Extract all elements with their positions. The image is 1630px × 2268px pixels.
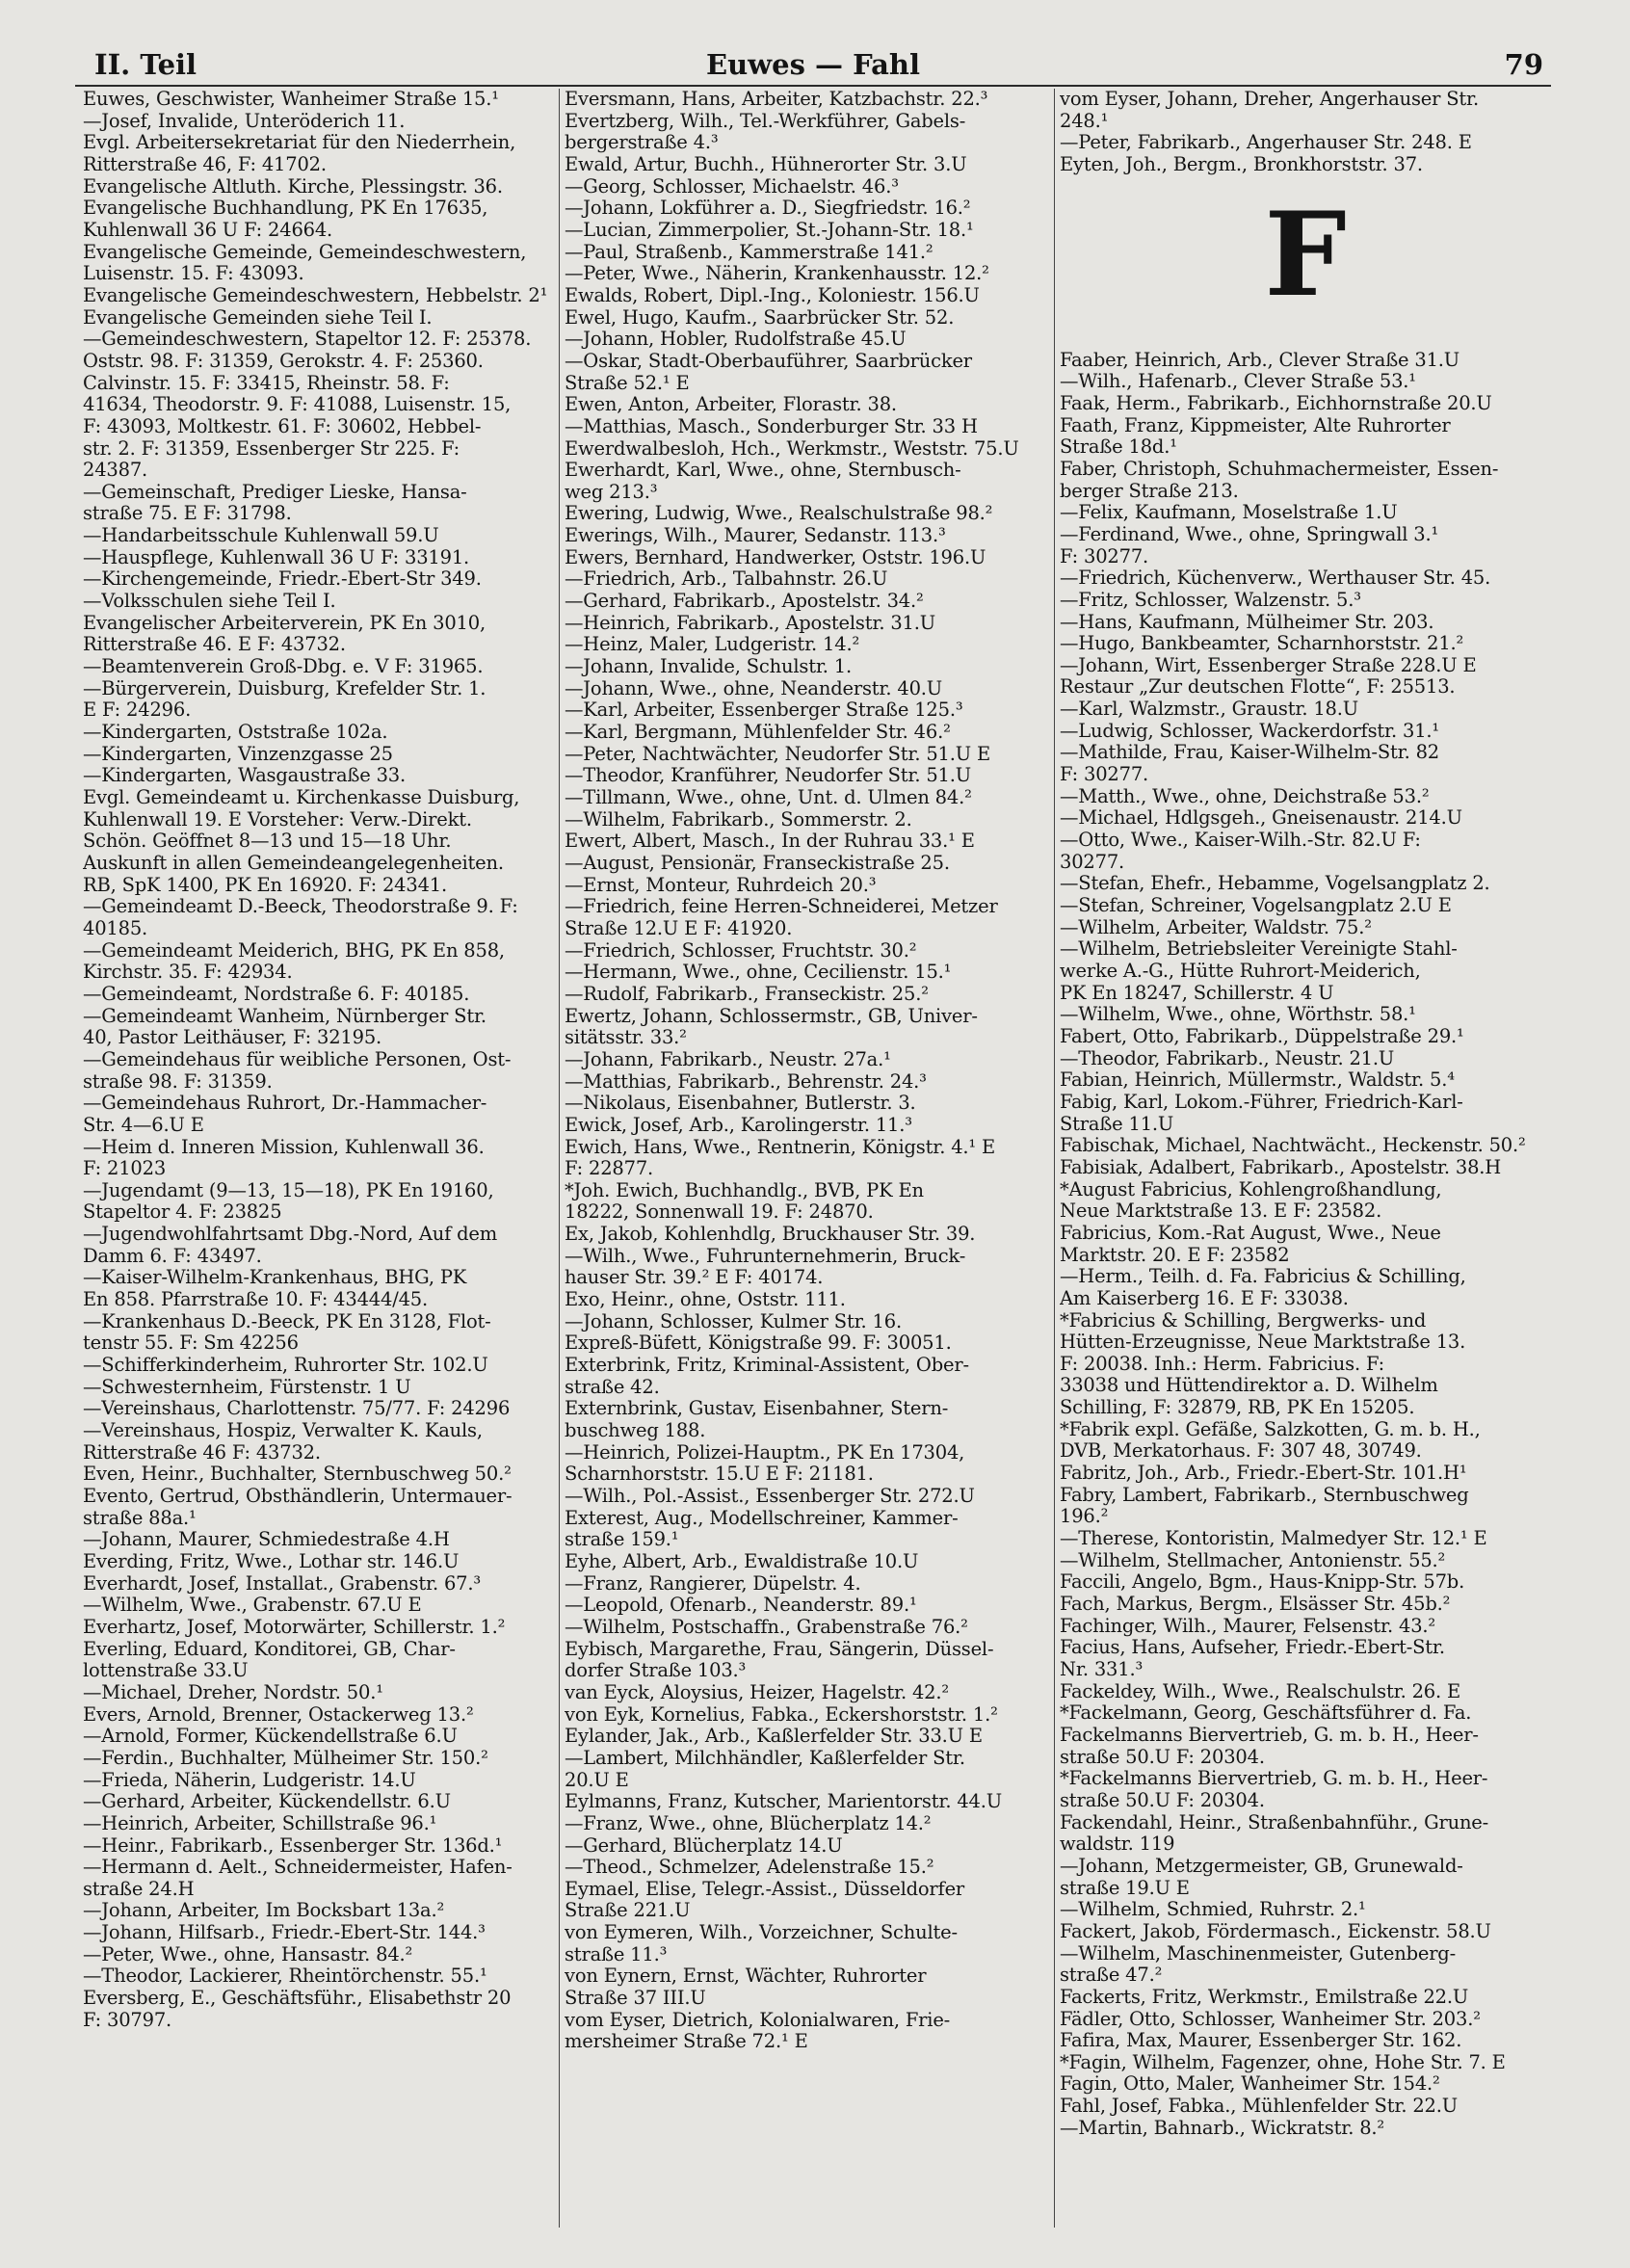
directory-entry-line: Ewertz, Johann, Schlossermstr., GB, Univer- — [565, 1005, 978, 1027]
directory-entry-line: —Arnold, Former, Kückendellstraße 6.U — [83, 1726, 458, 1748]
directory-entry-line: Faccili, Angelo, Bgm., Haus-Knipp-Str. 57b. — [1060, 1571, 1465, 1594]
directory-entry-line: —Paul, Straßenb., Kammerstraße 141.² — [565, 241, 933, 263]
directory-entry-line: —Peter, Nachtwächter, Neudorfer Str. 51.U E — [565, 743, 991, 765]
directory-entry-line: straße 24.H — [83, 1878, 195, 1900]
directory-entry-line: hauser Str. 39.² E F: 40174. — [565, 1267, 824, 1289]
directory-entry-line: van Eyck, Aloysius, Heizer, Hagelstr. 42.² — [565, 1681, 949, 1703]
directory-entry-line: straße 75. E F: 31798. — [83, 503, 292, 525]
directory-entry-line: sitätsstr. 33.² — [565, 1027, 687, 1049]
directory-entry-line: —Michael, Dreher, Nordstr. 50.¹ — [83, 1681, 383, 1703]
directory-entry-line: RB, SpK 1400, PK En 16920. F: 24341. — [83, 874, 447, 896]
directory-entry-line: von Eyk, Kornelius, Fabka., Eckershorststr. 1.² — [565, 1703, 998, 1726]
directory-entry-line: —Handarbeitsschule Kuhlenwall 59.U — [83, 525, 439, 547]
directory-entry-line: 196.² — [1060, 1506, 1109, 1528]
directory-entry-line: Ewerings, Wilh., Maurer, Sedanstr. 113.³ — [565, 525, 946, 547]
directory-entry-line: Exterest, Aug., Modellschreiner, Kammer- — [565, 1507, 959, 1529]
directory-entry-line: Eyhe, Albert, Arb., Ewaldistraße 10.U — [565, 1550, 919, 1572]
directory-entry-line: Fach, Markus, Bergm., Elsässer Str. 45b.² — [1060, 1594, 1451, 1616]
directory-entry-line: *Fabrik expl. Gefäße, Salzkotten, G. m. b. H., — [1060, 1418, 1481, 1440]
directory-entry-line: —Lambert, Milchhändler, Kaßlerfelder Str. — [565, 1747, 965, 1769]
directory-entry-line: —Friedrich, feine Herren-Schneiderei, Metzer — [565, 896, 998, 918]
directory-entry-line: —Friedrich, Arb., Talbahnstr. 26.U — [565, 568, 888, 591]
directory-entry-line: Everding, Fritz, Wwe., Lothar str. 146.U — [83, 1550, 460, 1572]
directory-entry-line: Eversberg, E., Geschäftsführ., Elisabethstr 20 — [83, 1988, 512, 2010]
directory-entry-line: straße 42. — [565, 1376, 660, 1398]
directory-entry-line: Ex, Jakob, Kohlenhdlg, Bruckhauser Str. 39. — [565, 1224, 976, 1246]
directory-entry-line: —Stefan, Schreiner, Vogelsangplatz 2.U E — [1060, 895, 1452, 917]
directory-entry-line: Euwes, Geschwister, Wanheimer Straße 15.¹ — [83, 89, 499, 110]
directory-entry-line: —Schifferkinderheim, Ruhrorter Str. 102.U — [83, 1355, 488, 1377]
directory-entry-line: Exo, Heinr., ohne, Oststr. 111. — [565, 1289, 846, 1311]
directory-entry-line: —Otto, Wwe., Kaiser-Wilh.-Str. 82.U F: — [1060, 830, 1421, 852]
directory-entry-line: —Hermann d. Aelt., Schneidermeister, Hafen- — [83, 1857, 513, 1879]
directory-entry-line: —Matthias, Fabrikarb., Behrenstr. 24.³ — [565, 1070, 927, 1093]
directory-entry-line: Externbrink, Gustav, Eisenbahner, Stern- — [565, 1398, 949, 1420]
column-3 — [1060, 89, 1551, 2237]
directory-entry-line: —Vereinshaus, Charlottenstr. 75/77. F: 24296 — [83, 1398, 511, 1420]
directory-entry-line: Schilling, F: 32879, RB, PK En 15205. — [1060, 1397, 1415, 1419]
directory-entry-line: —Bürgerverein, Duisburg, Krefelder Str. 1. — [83, 677, 486, 699]
directory-entry-line: —Wilhelm, Arbeiter, Waldstr. 75.² — [1060, 916, 1372, 938]
directory-entry-line: PK En 18247, Schillerstr. 4 U — [1060, 982, 1334, 1004]
section-letter: F — [1264, 186, 1347, 323]
directory-entry-line: —Felix, Kaufmann, Moselstraße 1.U — [1060, 502, 1398, 524]
header-rule — [75, 85, 1551, 87]
directory-entry-line: —Johann, Invalide, Schulstr. 1. — [565, 656, 853, 678]
section-label: II. Teil — [94, 48, 197, 81]
directory-entry-line: —Franz, Rangierer, Düpelstr. 4. — [565, 1572, 861, 1595]
directory-entry-line: 18222, Sonnenwall 19. F: 24870. — [565, 1201, 874, 1224]
directory-entry-line: berger Straße 213. — [1060, 480, 1239, 502]
directory-entry-line: Fackendahl, Heinr., Straßenbahnführ., Grune- — [1060, 1811, 1489, 1833]
directory-entry-line: —Johann, Wirt, Essenberger Straße 228.U E — [1060, 654, 1477, 676]
directory-entry-line: —Friedrich, Schlosser, Fruchtstr. 30.² — [565, 939, 917, 962]
directory-entry-line: mersheimer Straße 72.¹ E — [565, 2031, 808, 2053]
directory-entry-line: *August Fabricius, Kohlengroßhandlung, — [1060, 1178, 1442, 1200]
directory-entry-line: Am Kaiserberg 16. E F: 33038. — [1060, 1287, 1349, 1309]
directory-entry-line: werke A.-G., Hütte Ruhrort-Meiderich, — [1060, 961, 1421, 982]
directory-entry-line: Ewalds, Robert, Dipl.-Ing., Koloniestr. 156.U — [565, 284, 980, 306]
directory-entry-line: —Herm., Teilh. d. Fa. Fabricius & Schilling, — [1060, 1266, 1466, 1288]
directory-entry-line: Ritterstraße 46, F: 41702. — [83, 153, 327, 175]
directory-entry-line: —Gemeindeamt, Nordstraße 6. F: 40185. — [83, 983, 470, 1005]
directory-entry-line: Straße 18d.¹ — [1060, 436, 1177, 459]
directory-entry-line: —Wilhelm, Maschinenmeister, Gutenberg- — [1060, 1942, 1456, 1965]
directory-entry-line: Ewerdwalbesloh, Hch., Werkmstr., Weststr. 75.U — [565, 437, 1019, 460]
directory-entry-line: —Frieda, Näherin, Ludgeristr. 14.U — [83, 1769, 416, 1791]
column-1 — [83, 89, 555, 2237]
directory-entry-line: —Nikolaus, Eisenbahner, Butlerstr. 3. — [565, 1093, 916, 1115]
directory-entry-line: —Gerhard, Fabrikarb., Apostelstr. 34.² — [565, 591, 924, 613]
directory-entry-line: vom Eyser, Johann, Dreher, Angerhauser Str. — [1060, 89, 1480, 110]
directory-entry-line: —Gemeindeamt D.-Beeck, Theodorstraße 9. F: — [83, 896, 518, 918]
directory-entry-line: Faath, Franz, Kippmeister, Alte Ruhrorter — [1060, 414, 1451, 436]
directory-entry-line: Straße 221.U — [565, 1900, 691, 1922]
directory-entry-line: Scharnhorststr. 15.U E F: 21181. — [565, 1464, 874, 1486]
directory-entry-line: —Krankenhaus D.-Beeck, PK En 3128, Flot- — [83, 1310, 491, 1332]
directory-entry-line: —Matth., Wwe., ohne, Deichstraße 53.² — [1060, 785, 1430, 807]
directory-entry-line: —Hermann, Wwe., ohne, Cecilienstr. 15.¹ — [565, 962, 952, 984]
directory-entry-line: —Volksschulen siehe Teil I. — [83, 591, 336, 613]
directory-entry-line: 41634, Theodorstr. 9. F: 41088, Luisenstr. 15, — [83, 394, 512, 416]
directory-entry-line: straße 19.U E — [1060, 1877, 1190, 1899]
directory-entry-line: Facius, Hans, Aufseher, Friedr.-Ebert-Str. — [1060, 1637, 1445, 1659]
directory-entry-line: Schön. Geöffnet 8—13 und 15—18 Uhr. — [83, 831, 452, 853]
directory-entry-line: —Gemeinschaft, Prediger Lieske, Hansa- — [83, 481, 467, 503]
directory-entry-line: Restaur „Zur deutschen Flotte“, F: 25513. — [1060, 676, 1456, 699]
directory-entry-line: —Schwesternheim, Fürstenstr. 1 U — [83, 1376, 411, 1398]
directory-entry-line: —Heim d. Inneren Mission, Kuhlenwall 36. — [83, 1136, 485, 1158]
directory-entry-line: —Therese, Kontoristin, Malmedyer Str. 12.¹ E — [1060, 1528, 1487, 1550]
directory-entry-line: tenstr 55. F: Sm 42256 — [83, 1332, 299, 1355]
directory-entry-line: Everling, Eduard, Konditorei, GB, Char- — [83, 1638, 456, 1660]
directory-entry-line: Ewerhardt, Karl, Wwe., ohne, Sternbusch- — [565, 460, 961, 482]
directory-entry-line: —Mathilde, Frau, Kaiser-Wilhelm-Str. 82 — [1060, 742, 1440, 764]
directory-entry-line: Faber, Christoph, Schuhmachermeister, Essen- — [1060, 458, 1499, 480]
directory-entry-line: Fackeldey, Wilh., Wwe., Realschulstr. 26. E — [1060, 1680, 1461, 1702]
directory-entry-line: 40, Pastor Leithäuser, F: 32195. — [83, 1027, 382, 1049]
directory-entry-line: dorfer Straße 103.³ — [565, 1660, 747, 1682]
directory-entry-line: —Ernst, Monteur, Ruhrdeich 20.³ — [565, 874, 877, 896]
directory-entry-line: 40185. — [83, 917, 148, 939]
directory-entry-line: —Gemeindeschwestern, Stapeltor 12. F: 25378. — [83, 329, 532, 351]
directory-entry-line: —Lucian, Zimmerpolier, St.-Johann-Str. 18.¹ — [565, 219, 974, 241]
running-title: Euwes — Fahl — [705, 48, 921, 81]
directory-entry-line: —Fritz, Schlosser, Walzenstr. 5.³ — [1060, 589, 1361, 611]
directory-entry-line: —Vereinshaus, Hospiz, Verwalter K. Kauls, — [83, 1420, 483, 1442]
directory-entry-line: 20.U E — [565, 1769, 629, 1791]
directory-entry-line: Hütten-Erzeugnisse, Neue Marktstraße 13. — [1060, 1332, 1466, 1354]
directory-entry-line: —Hans, Kaufmann, Mülheimer Str. 203. — [1060, 611, 1434, 633]
directory-entry-line: —Wilhelm, Wwe., ohne, Wörthstr. 58.¹ — [1060, 1004, 1416, 1026]
directory-entry-line: —Tillmann, Wwe., ohne, Unt. d. Ulmen 84.² — [565, 787, 972, 808]
directory-entry-line: Evangelischer Arbeiterverein, PK En 3010, — [83, 612, 486, 634]
directory-entry-line: Calvinstr. 15. F: 33415, Rheinstr. 58. F: — [83, 372, 450, 394]
directory-entry-line: —Oskar, Stadt-Oberbauführer, Saarbrücker — [565, 350, 972, 372]
directory-entry-line: En 858. Pfarrstraße 10. F: 43444/45. — [83, 1289, 428, 1311]
directory-entry-line: von Eymeren, Wilh., Vorzeichner, Schulte- — [565, 1922, 958, 1944]
directory-entry-line: —Peter, Wwe., Näherin, Krankenhausstr. 12.² — [565, 263, 989, 285]
directory-entry-line: waldstr. 119 — [1060, 1833, 1175, 1856]
directory-entry-line: —Karl, Arbeiter, Essenberger Straße 125.³ — [565, 699, 963, 722]
page-number: 79 — [1504, 48, 1543, 81]
directory-entry-line: Faak, Herm., Fabrikarb., Eichhornstraße 20.U — [1060, 392, 1492, 414]
directory-entry-line: Fackelmanns Biervertrieb, G. m. b. H., Heer- — [1060, 1724, 1479, 1746]
directory-entry-line: —Jugendamt (9—13, 15—18), PK En 19160, — [83, 1179, 494, 1201]
directory-entry-line: Kuhlenwall 36 U F: 24664. — [83, 219, 333, 241]
directory-entry-line: Eybisch, Margarethe, Frau, Sängerin, Düssel- — [565, 1638, 994, 1660]
directory-entry-line: Evgl. Gemeindeamt u. Kirchenkasse Duisburg, — [83, 787, 520, 808]
directory-entry-line: Ewert, Albert, Masch., In der Ruhrau 33.¹ E — [565, 831, 975, 853]
directory-entry-line: Straße 52.¹ E — [565, 372, 690, 394]
directory-entry-line: straße 50.U F: 20304. — [1060, 1746, 1265, 1768]
directory-entry-line: —Leopold, Ofenarb., Neanderstr. 89.¹ — [565, 1595, 917, 1617]
directory-entry-line: —Johann, Lokführer a. D., Siegfriedstr. 16.² — [565, 198, 971, 220]
directory-entry-line: Fahl, Josef, Fabka., Mühlenfelder Str. 22.U — [1060, 2096, 1458, 2118]
directory-entry-line: Fabricius, Kom.-Rat August, Wwe., Neue — [1060, 1222, 1441, 1244]
directory-entry-line: Fabischak, Michael, Nachtwächt., Heckenstr. 50.² — [1060, 1135, 1526, 1157]
directory-entry-line: *Fabricius & Schilling, Bergwerks- und — [1060, 1309, 1427, 1332]
directory-entry-line: —Hugo, Bankbeamter, Scharnhorststr. 21.² — [1060, 633, 1464, 655]
directory-entry-line: F: 22877. — [565, 1158, 654, 1180]
directory-entry-line: —Wilhelm, Fabrikarb., Sommerstr. 2. — [565, 808, 912, 831]
directory-entry-line: —Heinrich, Arbeiter, Schillstraße 96.¹ — [83, 1812, 437, 1834]
directory-entry-line: Evangelische Gemeinden siehe Teil I. — [83, 306, 433, 329]
directory-entry-line: Evangelische Gemeindeschwestern, Hebbelstr. 2¹ — [83, 284, 548, 306]
directory-entry-line: straße 47.² — [1060, 1965, 1163, 1987]
directory-entry-line: —Gerhard, Arbeiter, Kückendellstr. 6.U — [83, 1791, 451, 1813]
directory-entry-line: Ewering, Ludwig, Wwe., Realschulstraße 98.² — [565, 503, 993, 525]
directory-entry-line: buschweg 188. — [565, 1420, 706, 1442]
directory-entry-line: —Beamtenverein Groß-Dbg. e. V F: 31965. — [83, 656, 484, 678]
directory-entry-line: Everhardt, Josef, Installat., Grabenstr. 67.³ — [83, 1572, 481, 1595]
directory-entry-line: —Georg, Schlosser, Michaelstr. 46.³ — [565, 175, 899, 198]
directory-entry-line: Fabry, Lambert, Fabrikarb., Sternbuschweg — [1060, 1484, 1469, 1506]
directory-entry-line: straße 88a.¹ — [83, 1507, 197, 1529]
directory-entry-line: Eylmanns, Franz, Kutscher, Marientorstr. 44.U — [565, 1791, 1002, 1813]
directory-entry-line: Marktstr. 20. E F: 23582 — [1060, 1244, 1290, 1266]
directory-entry-line: Kuhlenwall 19. E Vorsteher: Verw.-Direkt. — [83, 808, 472, 831]
directory-entry-line: —Ferdin., Buchhalter, Mülheimer Str. 150.² — [83, 1747, 488, 1769]
directory-entry-line: Evangelische Altluth. Kirche, Plessingstr. 36. — [83, 175, 503, 198]
directory-entry-line: Evangelische Buchhandlung, PK En 17635, — [83, 198, 488, 220]
directory-entry-line: *Fackelmann, Georg, Geschäftsführer d. Fa. — [1060, 1702, 1472, 1725]
directory-entry-line: F: 20038. Inh.: Herm. Fabricius. F: — [1060, 1353, 1384, 1375]
directory-entry-line: Evertzberg, Wilh., Tel.-Werkführer, Gabels- — [565, 110, 966, 132]
directory-entry-line: —Gemeindeamt Wanheim, Nürnberger Str. — [83, 1005, 486, 1027]
directory-entry-line: straße 98. F: 31359. — [83, 1070, 273, 1093]
directory-entry-line: Ewers, Bernhard, Handwerker, Oststr. 196.U — [565, 546, 986, 568]
directory-entry-line: —Johann, Schlosser, Kulmer Str. 16. — [565, 1310, 902, 1332]
directory-entry-line: —Wilhelm, Schmied, Ruhrstr. 2.¹ — [1060, 1899, 1366, 1921]
directory-entry-line: Fabisiak, Adalbert, Fabrikarb., Apostelstr. 38.H — [1060, 1156, 1502, 1178]
directory-entry-line: Fafira, Max, Maurer, Essenberger Str. 162. — [1060, 2030, 1462, 2052]
directory-entry-line: —Stefan, Ehefr., Hebamme, Vogelsangplatz 2. — [1060, 873, 1490, 895]
directory-entry-line: —Theod., Schmelzer, Adelenstraße 15.² — [565, 1857, 934, 1879]
directory-entry-line: straße 50.U F: 20304. — [1060, 1789, 1265, 1811]
directory-entry-line: —Gemeindehaus für weibliche Personen, Ost- — [83, 1048, 512, 1070]
directory-entry-line: Ewick, Josef, Arb., Karolingerstr. 11.³ — [565, 1114, 912, 1136]
directory-entry-line: —Kindergarten, Wasgaustraße 33. — [83, 765, 406, 787]
directory-entry-line: Fagin, Otto, Maler, Wanheimer Str. 154.² — [1060, 2073, 1440, 2096]
directory-entry-line: —Johann, Hilfsarb., Friedr.-Ebert-Str. 144.³ — [83, 1922, 486, 1944]
directory-entry-line: bergerstraße 4.³ — [565, 132, 719, 154]
directory-entry-line: *Joh. Ewich, Buchhandlg., BVB, PK En — [565, 1179, 924, 1201]
directory-entry-line: —Michael, Hdlgsgeh., Gneisenaustr. 214.U — [1060, 807, 1462, 830]
directory-entry-line: Expreß-Büfett, Königstraße 99. F: 30051. — [565, 1332, 952, 1355]
directory-entry-line: —Ferdinand, Wwe., ohne, Springwall 3.¹ — [1060, 523, 1439, 545]
directory-entry-line: —Kirchengemeinde, Friedr.-Ebert-Str 349. — [83, 568, 482, 591]
directory-entry-line: —Theodor, Lackierer, Rheintörchenstr. 55.¹ — [83, 1965, 487, 1988]
directory-entry-line: —Johann, Wwe., ohne, Neanderstr. 40.U — [565, 677, 943, 699]
directory-entry-line: Eyten, Joh., Bergm., Bronkhorststr. 37. — [1060, 153, 1423, 175]
directory-entry-line: weg 213.³ — [565, 481, 658, 503]
directory-entry-line: —Johann, Arbeiter, Im Bocksbart 13a.² — [83, 1900, 445, 1922]
directory-entry-line: Fachinger, Wilh., Maurer, Felsenstr. 43.² — [1060, 1615, 1436, 1637]
directory-entry-line: str. 2. F: 31359, Essenberger Str 225. F: — [83, 437, 460, 460]
directory-entry-line: —Johann, Metzgermeister, GB, Grunewald- — [1060, 1855, 1463, 1877]
directory-entry-line: F: 30797. — [83, 2009, 172, 2031]
directory-entry-line: DVB, Merkatorhaus. F: 307 48, 30749. — [1060, 1440, 1422, 1463]
directory-entry-line: Nr. 331.³ — [1060, 1659, 1144, 1680]
directory-entry-line: Eylander, Jak., Arb., Kaßlerfelder Str. 33.U E — [565, 1726, 983, 1748]
directory-entry-line: —Gerhard, Blücherplatz 14.U — [565, 1834, 843, 1857]
directory-entry-line: —Martin, Bahnarb., Wickratstr. 8.² — [1060, 2117, 1385, 2139]
directory-entry-line: Eymael, Elise, Telegr.-Assist., Düsseldorfer — [565, 1878, 965, 1900]
directory-entry-line: Fädler, Otto, Schlosser, Wanheimer Str. 203.² — [1060, 2008, 1481, 2030]
directory-entry-line: —Rudolf, Fabrikarb., Franseckistr. 25.² — [565, 983, 929, 1005]
directory-entry-line: —Kindergarten, Vinzenzgasse 25 — [83, 743, 393, 765]
directory-entry-line: vom Eyser, Dietrich, Kolonialwaren, Frie- — [565, 2009, 951, 2031]
directory-entry-line: Fackerts, Fritz, Werkmstr., Emilstraße 22.U — [1060, 1986, 1469, 2008]
directory-entry-line: Faaber, Heinrich, Arb., Clever Straße 31.U — [1060, 349, 1460, 371]
directory-entry-line: Fabert, Otto, Fabrikarb., Düppelstraße 29.¹ — [1060, 1025, 1464, 1047]
directory-entry-line: —Gemeindeamt Meiderich, BHG, PK En 858, — [83, 939, 505, 962]
directory-entry-line: —Heinr., Fabrikarb., Essenberger Str. 136d.¹ — [83, 1834, 503, 1857]
directory-entry-line: straße 159.¹ — [565, 1529, 679, 1551]
directory-entry-line: —Theodor, Fabrikarb., Neustr. 21.U — [1060, 1047, 1395, 1069]
directory-entry-line: Everhartz, Josef, Motorwärter, Schillerstr. 1.² — [83, 1616, 506, 1638]
directory-entry-line: —Peter, Fabrikarb., Angerhauser Str. 248. E — [1060, 132, 1472, 154]
directory-entry-line: —Wilh., Wwe., Fuhrunternehmerin, Bruck- — [565, 1245, 966, 1267]
directory-entry-line: Str. 4—6.U E — [83, 1114, 204, 1136]
directory-entry-line: —Heinrich, Fabrikarb., Apostelstr. 31.U — [565, 612, 935, 634]
directory-entry-line: Evgl. Arbeitersekretariat für den Niederrhein, — [83, 132, 516, 154]
directory-entry-line: —Wilhelm, Wwe., Grabenstr. 67.U E — [83, 1595, 422, 1617]
directory-entry-line: Straße 11.U — [1060, 1113, 1174, 1135]
directory-entry-line: Ewald, Artur, Buchh., Hühnerorter Str. 3.U — [565, 153, 967, 175]
directory-entry-line: *Fagin, Wilhelm, Fagenzer, ohne, Hohe Str. 7. E — [1060, 2051, 1506, 2073]
page-header — [75, 42, 1551, 87]
directory-entry-line: Ritterstraße 46 F: 43732. — [83, 1441, 321, 1464]
directory-entry-line: F: 43093, Moltkestr. 61. F: 30602, Hebbel- — [83, 415, 482, 437]
directory-entry-line: —Friedrich, Küchenverw., Werthauser Str. 45. — [1060, 567, 1491, 590]
directory-entry-line: —Wilhelm, Stellmacher, Antonienstr. 55.² — [1060, 1549, 1446, 1571]
directory-entry-line: —Johann, Fabrikarb., Neustr. 27a.¹ — [565, 1048, 891, 1070]
directory-entry-line: —Matthias, Masch., Sonderburger Str. 33 H — [565, 415, 978, 437]
directory-entry-line: F: 21023 — [83, 1158, 167, 1180]
directory-entry-line: —Wilh., Hafenarb., Clever Straße 53.¹ — [1060, 371, 1416, 393]
directory-entry-line: —Josef, Invalide, Unteröderich 11. — [83, 110, 406, 132]
directory-entry-line: *Fackelmanns Biervertrieb, G. m. b. H., Heer- — [1060, 1768, 1488, 1790]
directory-entry-line: lottenstraße 33.U — [83, 1660, 249, 1682]
directory-entry-line: —Theodor, Kranführer, Neudorfer Str. 51.U — [565, 765, 971, 787]
directory-entry-line: Luisenstr. 15. F: 43093. — [83, 263, 304, 285]
directory-entry-line: —Wilhelm, Betriebsleiter Vereinigte Stahl- — [1060, 938, 1458, 961]
directory-entry-line: Damm 6. F: 43497. — [83, 1245, 262, 1267]
directory-entry-line: —Karl, Walzmstr., Graustr. 18.U — [1060, 699, 1358, 721]
directory-entry-line: 33038 und Hüttendirektor a. D. Wilhelm — [1060, 1375, 1438, 1397]
column-2 — [565, 89, 1046, 2237]
directory-entry-line: —Gemeindehaus Ruhrort, Dr.-Hammacher- — [83, 1093, 487, 1115]
directory-entry-line: —Heinz, Maler, Ludgeristr. 14.² — [565, 634, 860, 656]
directory-entry-line: Straße 12.U E F: 41920. — [565, 917, 793, 939]
directory-entry-line: Ritterstraße 46. E F: 43732. — [83, 634, 346, 656]
directory-entry-line: 248.¹ — [1060, 110, 1109, 132]
directory-entry-line: Exterbrink, Fritz, Kriminal-Assistent, Ober- — [565, 1355, 969, 1377]
directory-entry-line: Oststr. 98. F: 31359, Gerokstr. 4. F: 25360. — [83, 350, 484, 372]
directory-entry-line: —Wilhelm, Postschaffn., Grabenstraße 76.² — [565, 1616, 968, 1638]
directory-entry-line: Ewel, Hugo, Kaufm., Saarbrücker Str. 52. — [565, 306, 955, 329]
column-3-top-entries — [1060, 89, 1551, 176]
directory-entry-line: E F: 24296. — [83, 699, 192, 722]
directory-entry-line: F: 30277. — [1060, 764, 1149, 786]
directory-entry-line: Eversmann, Hans, Arbeiter, Katzbachstr. 22.³ — [565, 89, 988, 110]
directory-entry-line: —Peter, Wwe., ohne, Hansastr. 84.² — [83, 1943, 413, 1965]
directory-entry-line: —Kindergarten, Oststraße 102a. — [83, 722, 388, 744]
directory-entry-line: —August, Pensionär, Franseckistraße 25. — [565, 852, 950, 874]
directory-entry-line: Evento, Gertrud, Obsthändlerin, Untermauer- — [83, 1486, 513, 1507]
directory-entry-line: Neue Marktstraße 13. E F: 23582. — [1060, 1200, 1382, 1223]
column-divider — [559, 89, 560, 2228]
directory-entry-line: —Hauspflege, Kuhlenwall 36 U F: 33191. — [83, 546, 470, 568]
directory-entry-line: von Eynern, Ernst, Wächter, Ruhrorter — [565, 1965, 927, 1988]
directory-entry-line: Ewen, Anton, Arbeiter, Florastr. 38. — [565, 394, 897, 416]
directory-entry-line: Evers, Arnold, Brenner, Ostackerweg 13.² — [83, 1703, 474, 1726]
directory-entry-line: Even, Heinr., Buchhalter, Sternbuschweg 50.² — [83, 1464, 512, 1486]
directory-entry-line: 24387. — [83, 460, 148, 482]
directory-entry-line: Stapeltor 4. F: 23825 — [83, 1201, 282, 1224]
directory-entry-line: —Karl, Bergmann, Mühlenfelder Str. 46.² — [565, 722, 951, 744]
directory-entry-line: Evangelische Gemeinde, Gemeindeschwestern, — [83, 241, 527, 263]
directory-entry-line: —Johann, Maurer, Schmiedestraße 4.H — [83, 1529, 450, 1551]
directory-entry-line: —Kaiser-Wilhelm-Krankenhaus, BHG, PK — [83, 1267, 467, 1289]
directory-entry-line: Kirchstr. 35. F: 42934. — [83, 962, 293, 984]
directory-entry-line: —Franz, Wwe., ohne, Blücherplatz 14.² — [565, 1812, 932, 1834]
directory-entry-line: Ewich, Hans, Wwe., Rentnerin, Königstr. 4.¹ E — [565, 1136, 996, 1158]
directory-entry-line: Auskunft in allen Gemeindeangelegenheiten. — [83, 852, 504, 874]
directory-entry-line: Fabian, Heinrich, Müllermstr., Waldstr. 5.⁴ — [1060, 1069, 1455, 1092]
directory-entry-line: —Wilh., Pol.-Assist., Essenberger Str. 272.U — [565, 1486, 975, 1507]
column-3-entries — [1060, 350, 1551, 2140]
directory-entry-line: Fackert, Jakob, Fördermasch., Eickenstr. 58.U — [1060, 1920, 1491, 1942]
directory-entry-line: 30277. — [1060, 851, 1125, 873]
directory-entry-line: —Ludwig, Schlosser, Wackerdorfstr. 31.¹ — [1060, 720, 1440, 742]
directory-entry-line: F: 30277. — [1060, 545, 1149, 567]
column-divider — [1054, 89, 1055, 2228]
directory-entry-line: Fabritz, Joh., Arb., Friedr.-Ebert-Str. 101.H¹ — [1060, 1463, 1467, 1485]
directory-entry-line: Fabig, Karl, Lokom.-Führer, Friedrich-Karl- — [1060, 1091, 1463, 1113]
directory-entry-line: —Jugendwohlfahrtsamt Dbg.-Nord, Auf dem — [83, 1224, 498, 1246]
directory-entry-line: Straße 37 III.U — [565, 1988, 706, 2010]
directory-entry-line: —Johann, Hobler, Rudolfstraße 45.U — [565, 329, 907, 351]
directory-entry-line: —Heinrich, Polizei-Hauptm., PK En 17304, — [565, 1441, 965, 1464]
directory-entry-line: straße 11.³ — [565, 1943, 668, 1965]
